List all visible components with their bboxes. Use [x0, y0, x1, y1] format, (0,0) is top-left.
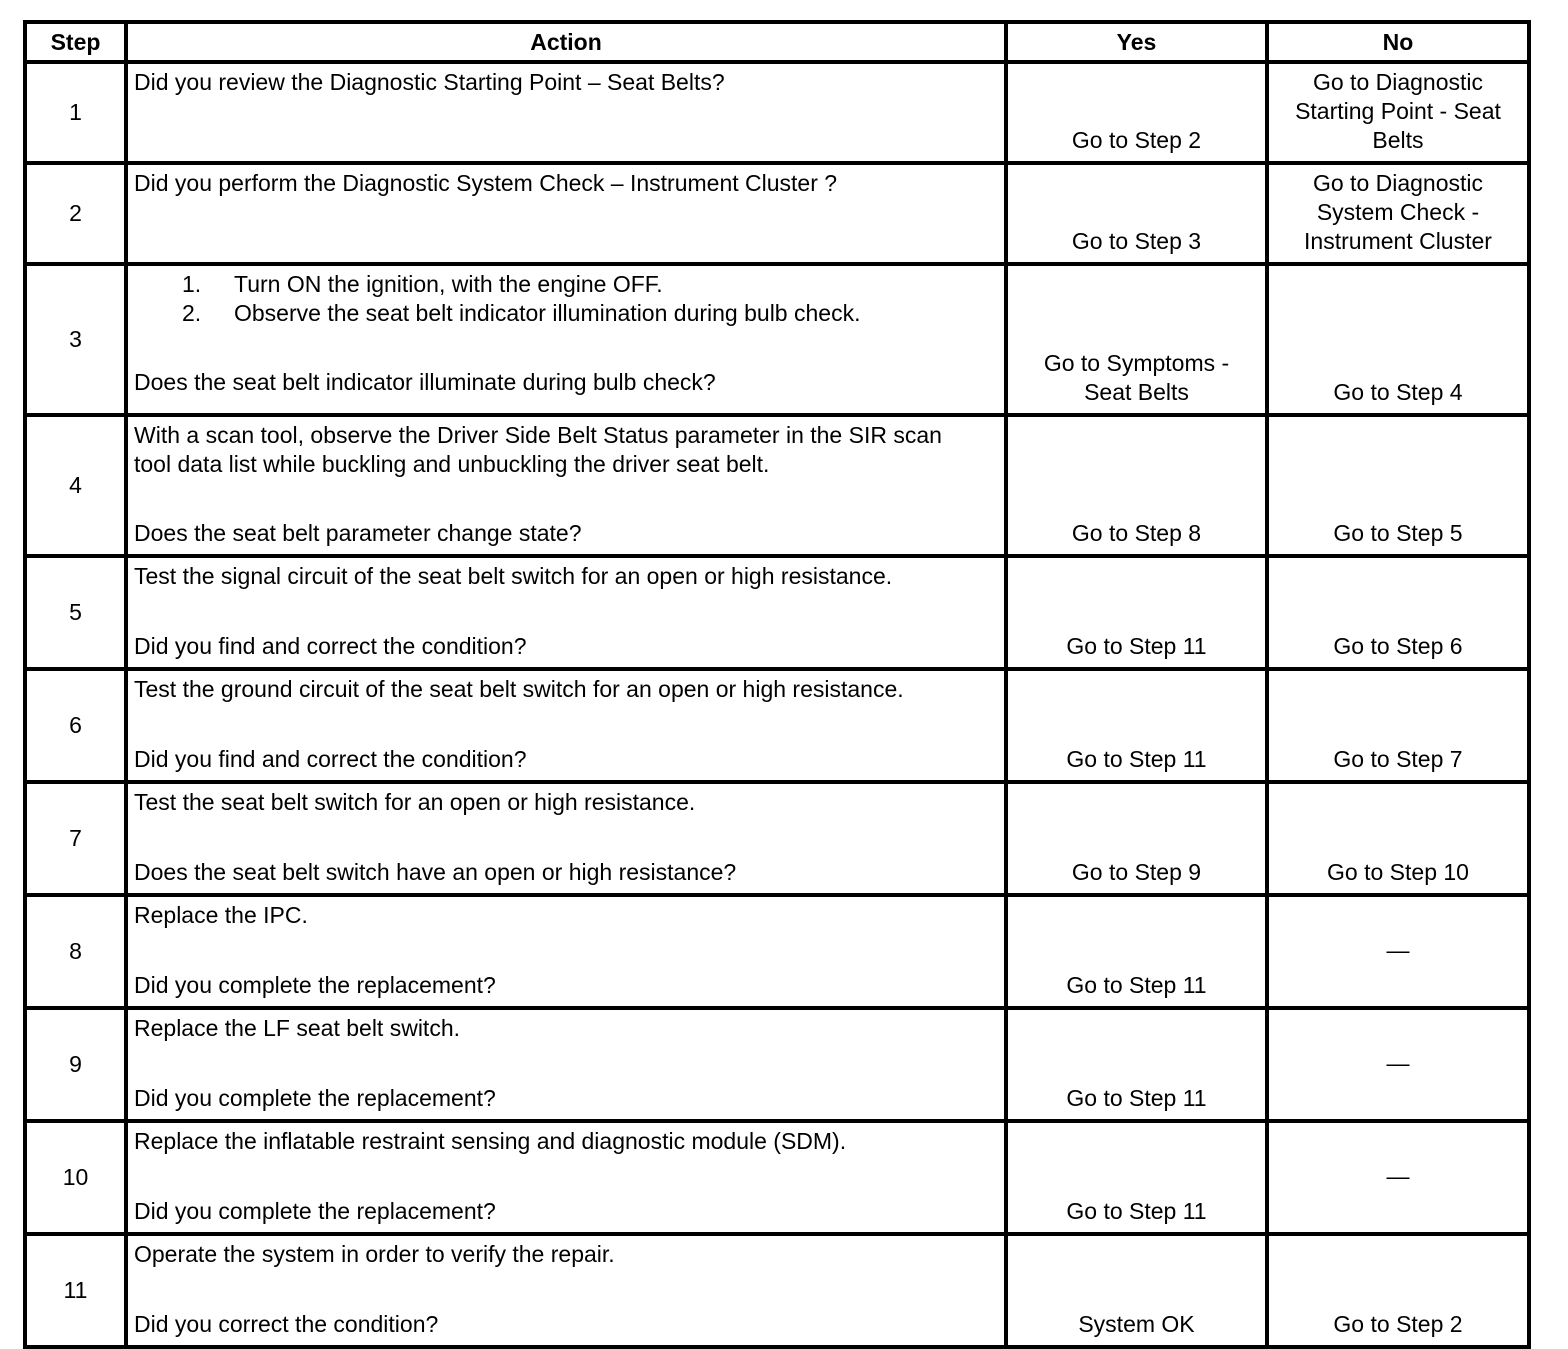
- yes-cell: Go to Step 3: [1006, 163, 1267, 264]
- table-row: [25, 1008, 1529, 1121]
- table-row: [25, 163, 1529, 264]
- action-cell: [126, 895, 1006, 1008]
- action-question: Did you correct the condition?: [134, 1311, 439, 1337]
- action-cell: [126, 556, 1006, 669]
- action-text: Replace the LF seat belt switch.: [134, 1015, 460, 1041]
- step-number: 4: [25, 415, 126, 556]
- yes-cell: Go to Step 8: [1006, 415, 1267, 556]
- yes-cell: Go to Step 9: [1006, 782, 1267, 895]
- action-cell: [126, 782, 1006, 895]
- action-text: Test the ground circuit of the seat belt switch for an open or high resistance.: [134, 676, 904, 702]
- action-question: Did you complete the replacement?: [134, 1085, 496, 1111]
- step-number: 3: [25, 264, 126, 415]
- table-row: [25, 556, 1529, 669]
- header-action: Action: [126, 22, 1006, 62]
- list-item: 1. Turn ON the ignition, with the engine OFF.: [182, 271, 663, 297]
- yes-cell: Go to Step 11: [1006, 669, 1267, 782]
- action-cell: [126, 62, 1006, 163]
- step-number: 10: [25, 1121, 126, 1234]
- action-cell: [126, 1008, 1006, 1121]
- action-question: Did you find and correct the condition?: [134, 746, 527, 772]
- yes-cell: Go to Step 11: [1006, 1008, 1267, 1121]
- no-cell: Go to Step 5: [1267, 415, 1529, 556]
- action-cell: [126, 163, 1006, 264]
- action-text: Did you review the Diagnostic Starting Point – Seat Belts?: [134, 69, 725, 95]
- action-question: Did you complete the replacement?: [134, 972, 496, 998]
- diagnostic-table: [23, 20, 1531, 1349]
- action-cell: [126, 415, 1006, 556]
- action-text: Test the seat belt switch for an open or high resistance.: [134, 789, 696, 815]
- instruction-list: [134, 270, 998, 328]
- header-yes: Yes: [1006, 22, 1267, 62]
- action-question: Does the seat belt switch have an open or high resistance?: [134, 859, 737, 885]
- no-cell: Go to Step 6: [1267, 556, 1529, 669]
- action-text: Replace the IPC.: [134, 902, 308, 928]
- no-cell: —: [1267, 1121, 1529, 1234]
- no-cell: Go to Step 10: [1267, 782, 1529, 895]
- no-cell: Go to Diagnostic System Check - Instrument Cluster: [1267, 163, 1529, 264]
- table-row: [25, 1121, 1529, 1234]
- action-question: Does the seat belt parameter change state?: [134, 520, 582, 546]
- step-number: 8: [25, 895, 126, 1008]
- yes-cell: Go to Step 11: [1006, 1121, 1267, 1234]
- action-question: Did you find and correct the condition?: [134, 633, 527, 659]
- step-number: 7: [25, 782, 126, 895]
- step-number: 5: [25, 556, 126, 669]
- no-cell: Go to Step 4: [1267, 264, 1529, 415]
- no-cell: Go to Step 2: [1267, 1234, 1529, 1347]
- action-question: Does the seat belt indicator illuminate during bulb check?: [134, 369, 716, 395]
- no-cell: —: [1267, 1008, 1529, 1121]
- action-text: Did you perform the Diagnostic System Check – Instrument Cluster ?: [134, 170, 838, 196]
- no-cell: Go to Diagnostic Starting Point - Seat Belts: [1267, 62, 1529, 163]
- table-row: [25, 1234, 1529, 1347]
- step-number: 6: [25, 669, 126, 782]
- action-question: Did you complete the replacement?: [134, 1198, 496, 1224]
- yes-cell: Go to Step 11: [1006, 556, 1267, 669]
- step-number: 1: [25, 62, 126, 163]
- header-row: [25, 22, 1529, 62]
- yes-cell: Go to Symptoms - Seat Belts: [1006, 264, 1267, 415]
- action-cell: [126, 1121, 1006, 1234]
- table-row: [25, 415, 1529, 556]
- yes-cell: System OK: [1006, 1234, 1267, 1347]
- action-text: With a scan tool, observe the Driver Side Belt Status parameter in the SIR scan tool data list while buckling and unbuckling the driver seat belt.: [134, 422, 942, 477]
- yes-cell: Go to Step 11: [1006, 895, 1267, 1008]
- header-no: No: [1267, 22, 1529, 62]
- table-row: [25, 895, 1529, 1008]
- yes-cell: Go to Step 2: [1006, 62, 1267, 163]
- action-cell: [126, 264, 1006, 415]
- header-step: Step: [25, 22, 126, 62]
- no-cell: Go to Step 7: [1267, 669, 1529, 782]
- step-number: 9: [25, 1008, 126, 1121]
- action-cell: [126, 1234, 1006, 1347]
- action-text: Replace the inflatable restraint sensing and diagnostic module (SDM).: [134, 1128, 847, 1154]
- table-row: [25, 782, 1529, 895]
- step-number: 11: [25, 1234, 126, 1347]
- table-row: [25, 669, 1529, 782]
- list-item: 2. Observe the seat belt indicator illumination during bulb check.: [182, 300, 861, 326]
- action-text: Test the signal circuit of the seat belt switch for an open or high resistance.: [134, 563, 893, 589]
- step-number: 2: [25, 163, 126, 264]
- table-row: [25, 62, 1529, 163]
- action-cell: [126, 669, 1006, 782]
- no-cell: —: [1267, 895, 1529, 1008]
- table-row: [25, 264, 1529, 415]
- action-text: Operate the system in order to verify the repair.: [134, 1241, 615, 1267]
